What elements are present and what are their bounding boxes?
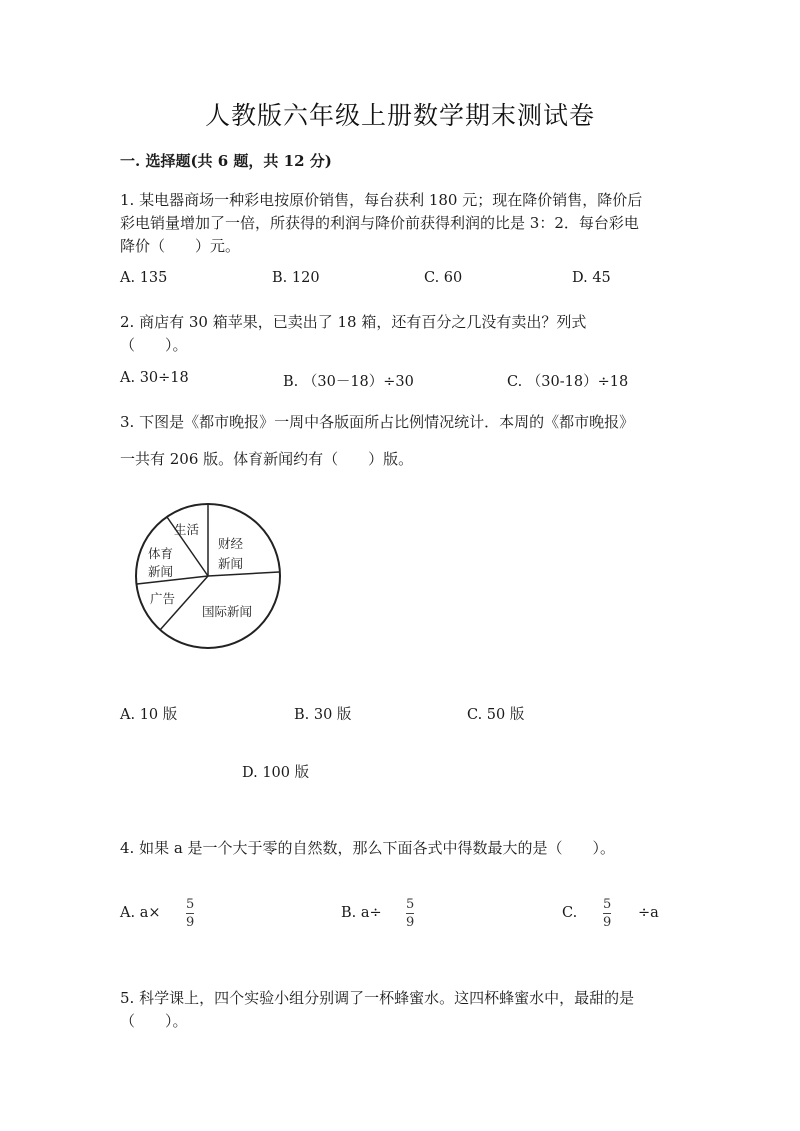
question-5-line-2: （ ）。 xyxy=(120,1012,188,1030)
pie-label-international-news: 国际新闻 xyxy=(202,604,253,619)
question-2-line-1: 2. 商店有 30 箱苹果，已卖出了 18 箱，还有百分之几没有卖出？列式 xyxy=(120,313,587,331)
question-4-option-c[interactable]: C. xyxy=(562,905,578,921)
fraction-numerator: 5 xyxy=(186,897,195,912)
question-2-option-a[interactable]: A. 30÷18 xyxy=(120,370,189,386)
fraction-denominator: 9 xyxy=(186,915,195,930)
question-3-option-d[interactable]: D. 100 版 xyxy=(242,765,310,781)
question-1-line-1: 1. 某电器商场一种彩电按原价销售，每台获利 180 元；现在降价销售，降价后 xyxy=(120,191,643,209)
question-2-line-2: （ ）。 xyxy=(120,336,188,354)
question-2-option-c[interactable]: C. （30-18）÷18 xyxy=(507,374,629,390)
question-4-option-c-fraction xyxy=(603,897,611,930)
question-1-option-a[interactable]: A. 135 xyxy=(120,270,168,286)
question-1-line-3: 降价（ ）元。 xyxy=(120,237,241,255)
question-1-option-c[interactable]: C. 60 xyxy=(424,270,463,286)
page-title: 人教版六年级上册数学期末测试卷 xyxy=(204,101,595,130)
fraction-bar xyxy=(186,913,194,914)
question-3-option-a[interactable]: A. 10 版 xyxy=(120,707,178,723)
fraction-bar xyxy=(603,913,611,914)
question-4-option-a[interactable]: A. a× xyxy=(120,905,161,921)
pie-label-finance-line2: 新闻 xyxy=(218,556,244,571)
question-4-option-b[interactable]: B. a÷ xyxy=(341,905,382,921)
question-4-option-b-fraction xyxy=(406,897,414,930)
question-4-text: 4. 如果 a 是一个大于零的自然数，那么下面各式中得数最大的是（ ）。 xyxy=(120,839,616,857)
question-1-option-b[interactable]: B. 120 xyxy=(272,270,320,286)
fraction-denominator: 9 xyxy=(603,915,612,930)
fraction-bar xyxy=(406,913,414,914)
question-3-line-1: 3. 下图是《都市晚报》一周中各版面所占比例情况统计．本周的《都市晚报》 xyxy=(120,413,635,431)
fraction-denominator: 9 xyxy=(406,915,415,930)
fraction-numerator: 5 xyxy=(406,897,415,912)
question-4-option-a-fraction xyxy=(186,897,194,930)
pie-label-sports-line1: 体育 xyxy=(148,546,174,561)
question-1-option-d[interactable]: D. 45 xyxy=(572,270,611,286)
section-heading: 一. 选择题(共 6 题，共 12 分) xyxy=(120,152,332,170)
question-3-option-b[interactable]: B. 30 版 xyxy=(294,707,352,723)
pie-label-life: 生活 xyxy=(174,522,200,537)
question-5-line-1: 5. 科学课上，四个实验小组分别调了一杯蜂蜜水。这四杯蜂蜜水中，最甜的是 xyxy=(120,989,635,1007)
fraction-numerator: 5 xyxy=(603,897,612,912)
pie-divider-finance-intl xyxy=(208,572,279,576)
question-3-option-c[interactable]: C. 50 版 xyxy=(467,707,525,723)
question-2-option-b[interactable]: B. （30－18）÷30 xyxy=(283,374,414,390)
pie-label-ads: 广告 xyxy=(150,591,176,606)
question-4-option-c-suffix: ÷a xyxy=(638,905,659,921)
question-3-line-2: 一共有 206 版。体育新闻约有（ ）版。 xyxy=(120,450,414,468)
pie-label-sports-line2: 新闻 xyxy=(148,564,174,579)
newspaper-pie-diagram xyxy=(130,500,290,660)
question-1-line-2: 彩电销量增加了一倍，所获得的利润与降价前获得利润的比是 3：2．每台彩电 xyxy=(120,214,639,232)
pie-label-finance-line1: 财经 xyxy=(218,536,244,551)
